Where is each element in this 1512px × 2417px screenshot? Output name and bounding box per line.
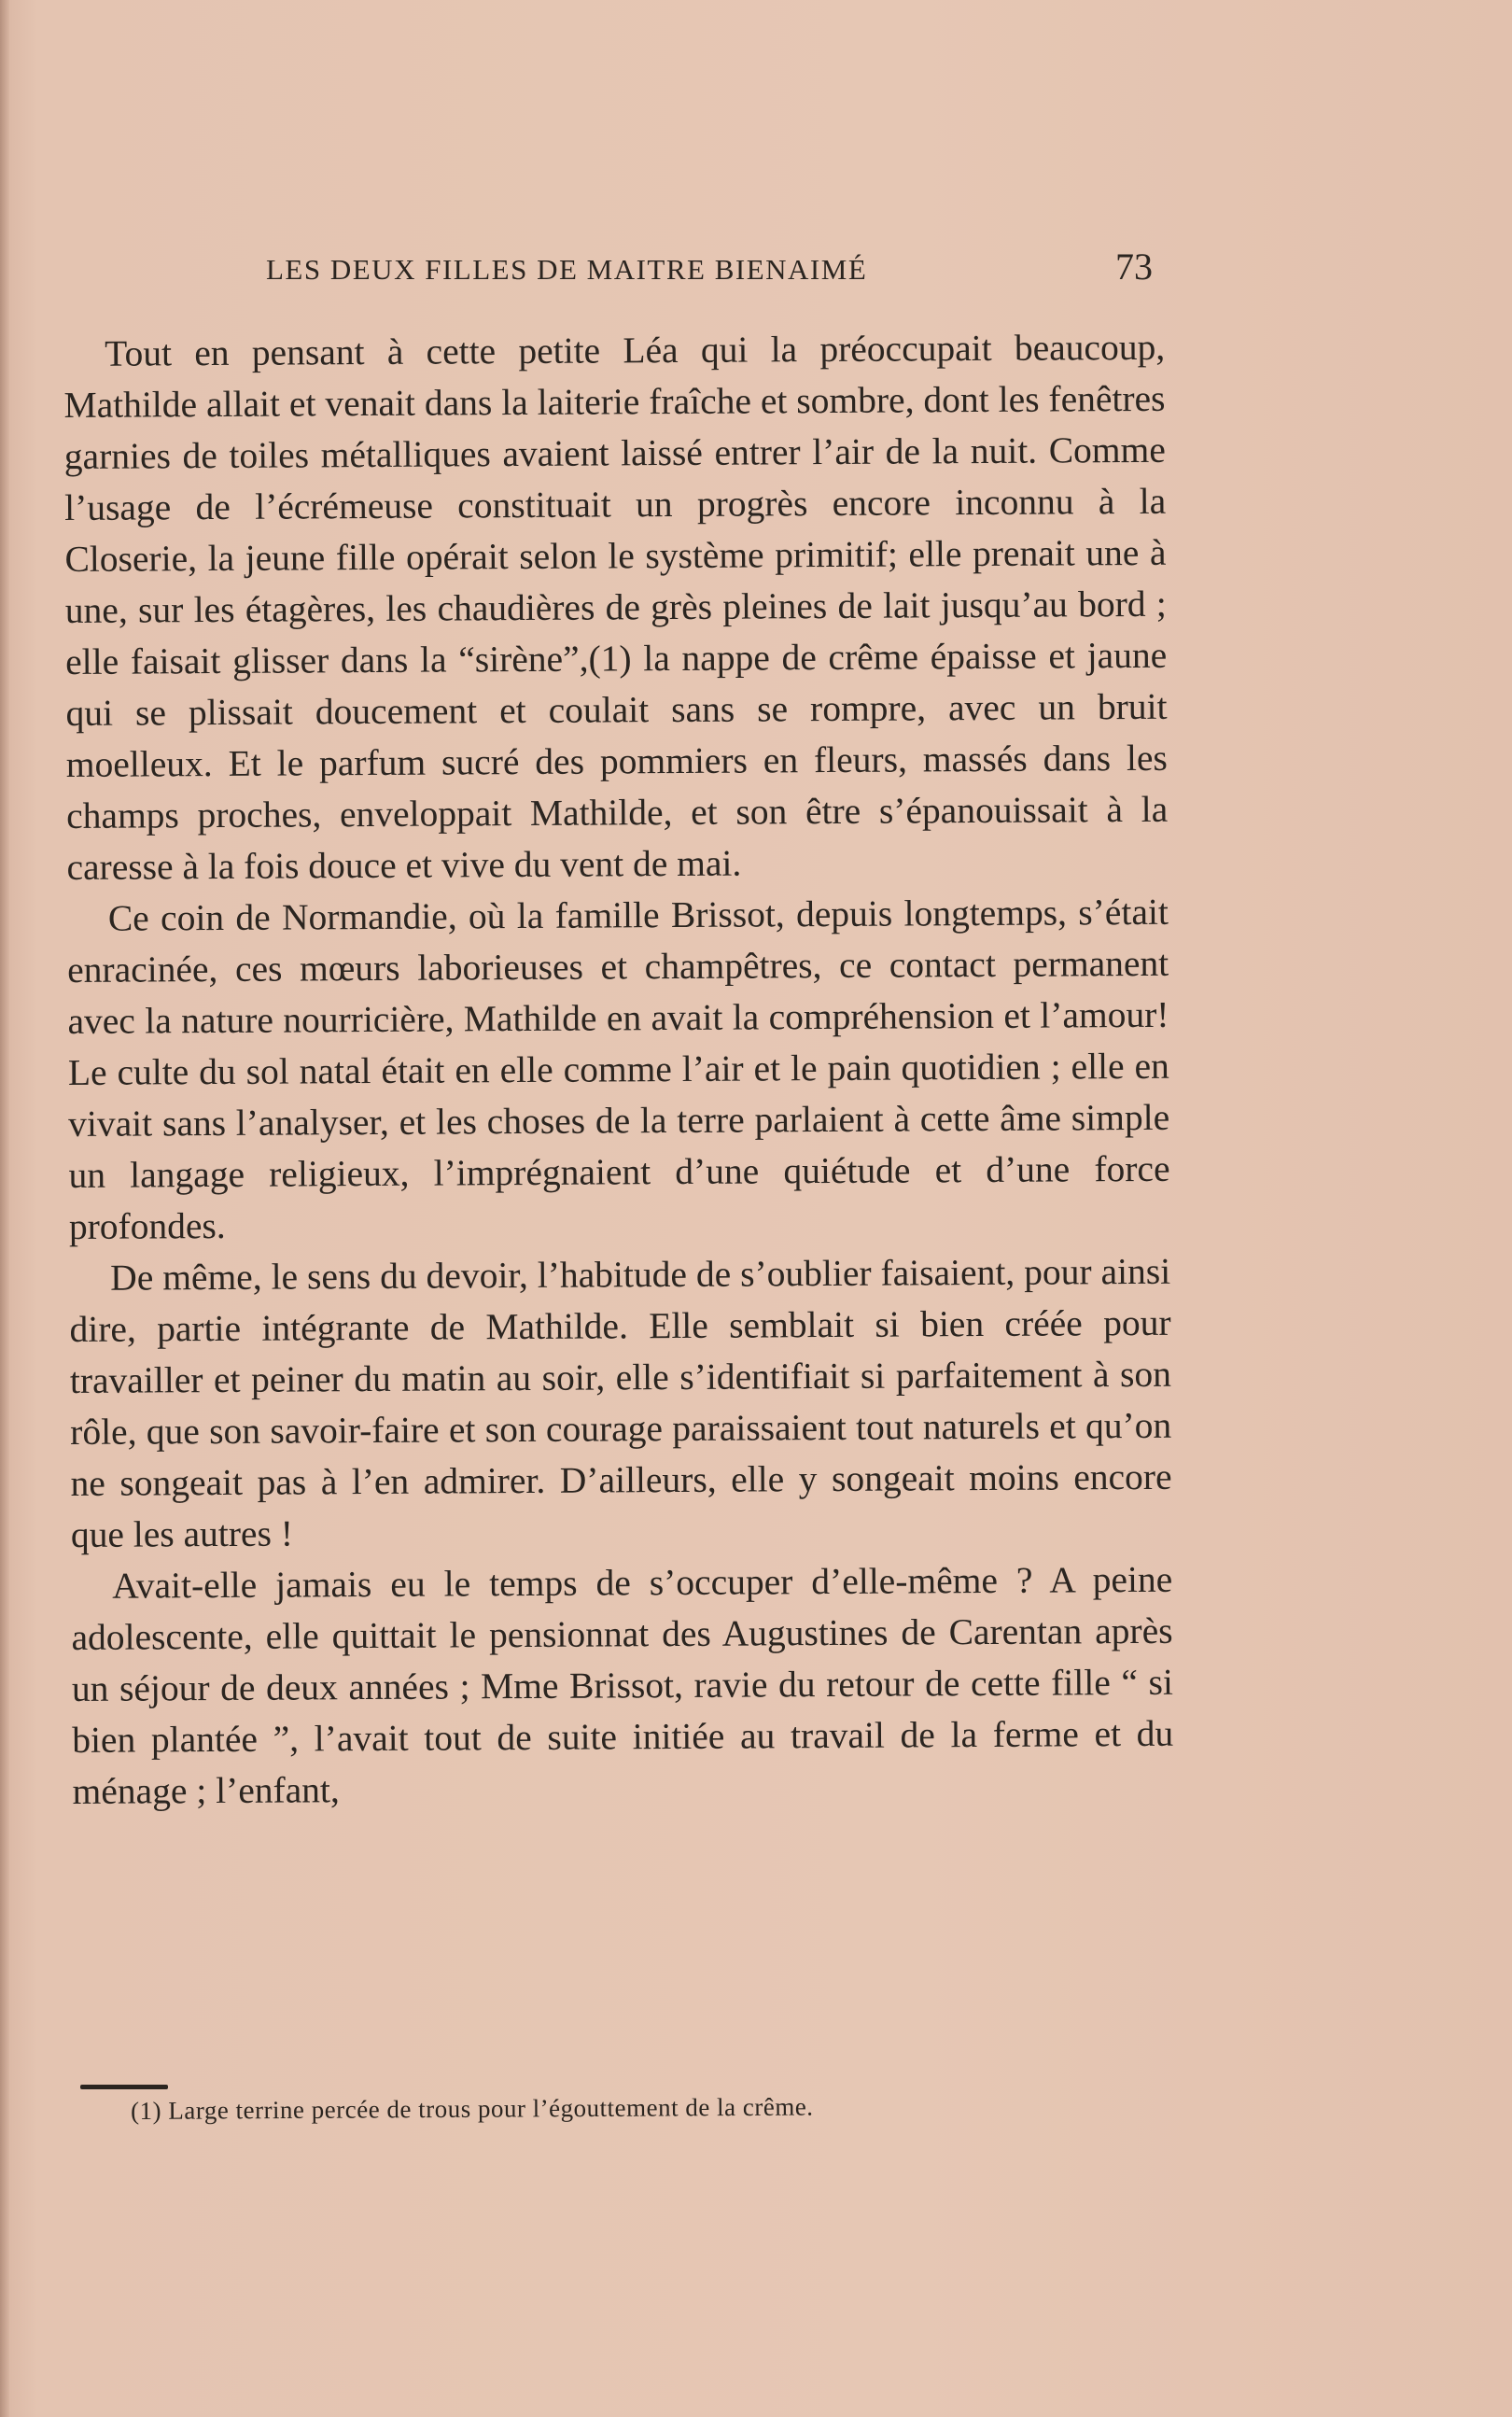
footnote-rule <box>80 2085 168 2089</box>
running-title: LES DEUX FILLES DE MAITRE BIENAIMÉ <box>266 253 868 286</box>
body-text <box>63 322 1174 1818</box>
paragraph-2: Ce coin de Normandie, où la famille Brissot, depuis longtemps, s’était enracinée, ces mœurs laborieuses et champêtres, ce contact permanent avec la nature nourricière, Mathilde en avait la compréhension et l’amour! Le culte du sol natal était en elle comme l’air et le pain quotidien ; elle en vivait sans l’analyser, et les choses de la terre parlaient à cette âme simple un langage religieux, l’imprégnaient d’une quiétude et d’une force profondes. <box>67 891 1170 1247</box>
paragraph-3: De même, le sens du devoir, l’habitude de s’oublier faisaient, pour ainsi dire, partie intégrante de Mathilde. Elle semblait si bien créée pour travailler et peiner du matin au soir, elle s’identifiait si parfaitement à son rôle, que son savoir-faire et son courage paraissaient tout naturels et qu’on ne songeait pas à l’en admirer. D’ailleurs, elle y songeait moins encore que les autres ! <box>69 1250 1172 1555</box>
page-number: 73 <box>1115 246 1153 288</box>
paragraph-4: Avait-elle jamais eu le temps de s’occuper d’elle-même ? A peine adolescente, elle quittait le pensionnat des Augustines de Carentan après un séjour de deux années ; Mme Brissot, ravie du retour de cette fille “ si bien plantée ”, l’avait tout de suite initiée au travail de la ferme et du ménage ; l’enfant, <box>71 1558 1174 1812</box>
page-binding-edge <box>0 0 9 2417</box>
footnote: (1) Large terrine percée de trous pour l’égouttement de la crême. <box>131 2092 814 2125</box>
paragraph-1: Tout en pensant à cette petite Léa qui la préoccupait beaucoup, Mathilde allait et venait dans la laiterie fraîche et sombre, dont les fenêtres garnies de toiles métalliques avaient laissé entrer l’air de la nuit. Comme l’usage de l’écrémeuse constituait un progrès encore inconnu à la Closerie, la jeune fille opérait selon le système primitif; elle prenait une à une, sur les étagères, les chaudières de grès pleines de lait jusqu’au bord ; elle faisait glisser dans la “sirène”,(1) la nappe de crême épaisse et jaune qui se plissait doucement et coulait sans se rompre, avec un bruit moelleux. Et le parfum sucré des pommiers en fleurs, massés dans les champs proches, enveloppait Mathilde, et son être s’épanouissait à la caresse à la fois douce et vive du vent de mai. <box>63 326 1169 888</box>
page-header <box>266 245 1153 291</box>
